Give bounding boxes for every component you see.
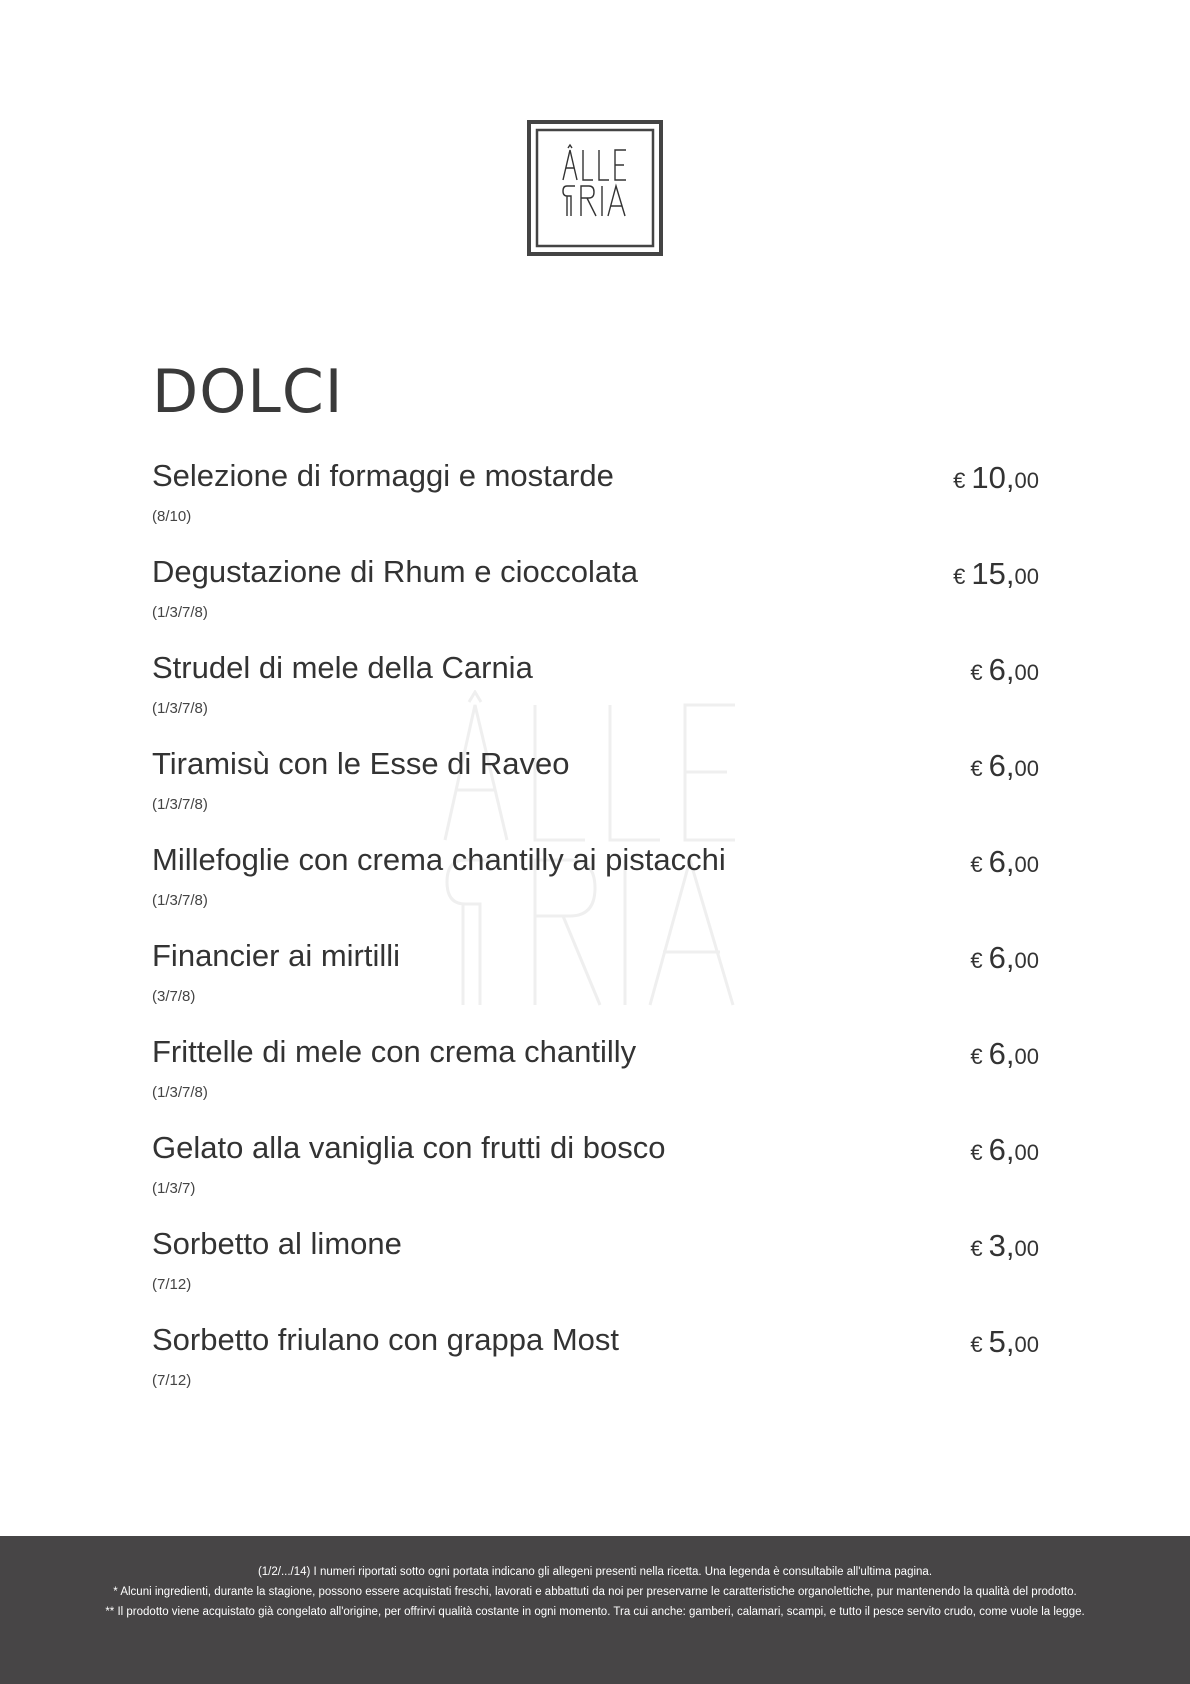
section-title: DOLCI	[152, 357, 344, 427]
item-name: Selezione di formaggi e mostarde	[152, 458, 614, 493]
item-price	[970, 940, 1039, 976]
price-currency: €	[970, 660, 983, 685]
price-decimals: 00	[1014, 660, 1039, 685]
menu-item	[152, 1130, 1039, 1226]
price-decimals: 00	[1014, 948, 1039, 973]
item-allergens: (3/7/8)	[152, 988, 196, 1005]
price-currency: €	[970, 1044, 983, 1069]
item-name: Gelato alla vaniglia con frutti di bosco	[152, 1130, 666, 1165]
price-decimals: 00	[1014, 1044, 1039, 1069]
item-name: Millefoglie con crema chantilly ai pistacchi	[152, 842, 726, 877]
menu-item	[152, 1322, 1039, 1418]
menu-item	[152, 1034, 1039, 1130]
menu-item	[152, 650, 1039, 746]
price-integer: 15,	[971, 556, 1015, 591]
item-allergens: (8/10)	[152, 508, 192, 525]
item-allergens: (1/3/7/8)	[152, 700, 208, 717]
price-currency: €	[953, 564, 966, 589]
price-integer: 5,	[988, 1324, 1015, 1359]
item-name: Sorbetto al limone	[152, 1226, 402, 1261]
price-decimals: 00	[1014, 564, 1039, 589]
allegria-logo	[527, 120, 663, 256]
menu-item	[152, 458, 1039, 554]
footer-note-allergens: (1/2/.../14) I numeri riportati sotto ogni portata indicano gli allegeni presenti nella ricetta. Una legenda è consultabile all'ultima pagina.	[257, 1566, 933, 1578]
price-integer: 6,	[988, 748, 1015, 783]
price-decimals: 00	[1014, 468, 1039, 493]
price-currency: €	[970, 1332, 983, 1357]
price-currency: €	[970, 1236, 983, 1261]
price-integer: 10,	[971, 460, 1015, 495]
footer-note-frozen: ** Il prodotto viene acquistato già congelato all'origine, per offrirvi qualità costante in ogni momento. Tra cui anche: gamberi, calamari, scampi, e tutto il pesce servito crudo, come vuole la legge.	[105, 1606, 1085, 1618]
footer-note-fresh: * Alcuni ingredienti, durante la stagione, possono essere acquistati freschi, lavorati e abbattuti da noi per preservarne le caratteristiche organolettiche, pur mantenendo la qualità del prodotto.	[113, 1586, 1077, 1598]
price-integer: 6,	[988, 940, 1015, 975]
price-integer: 6,	[988, 1036, 1015, 1071]
item-name: Tiramisù con le Esse di Raveo	[152, 746, 570, 781]
price-integer: 3,	[988, 1228, 1015, 1263]
item-price	[953, 460, 1039, 496]
price-decimals: 00	[1014, 1236, 1039, 1261]
item-price	[970, 844, 1039, 880]
price-currency: €	[970, 852, 983, 877]
item-allergens: (7/12)	[152, 1276, 192, 1293]
item-price	[970, 652, 1039, 688]
item-price	[970, 1036, 1039, 1072]
item-allergens: (1/3/7)	[152, 1180, 196, 1197]
menu-list	[152, 458, 1039, 1418]
item-price	[970, 1228, 1039, 1264]
item-name: Strudel di mele della Carnia	[152, 650, 533, 685]
price-integer: 6,	[988, 844, 1015, 879]
item-allergens: (7/12)	[152, 1372, 192, 1389]
item-price	[953, 556, 1039, 592]
item-name: Sorbetto friulano con grappa Most	[152, 1322, 619, 1357]
price-integer: 6,	[988, 652, 1015, 687]
price-currency: €	[970, 1140, 983, 1165]
price-integer: 6,	[988, 1132, 1015, 1167]
item-name: Degustazione di Rhum e cioccolata	[152, 554, 638, 589]
price-decimals: 00	[1014, 756, 1039, 781]
price-currency: €	[953, 468, 966, 493]
price-decimals: 00	[1014, 852, 1039, 877]
menu-item	[152, 842, 1039, 938]
item-name: Financier ai mirtilli	[152, 938, 401, 973]
item-price	[970, 1132, 1039, 1168]
item-price	[970, 748, 1039, 784]
item-allergens: (1/3/7/8)	[152, 604, 208, 621]
price-decimals: 00	[1014, 1140, 1039, 1165]
footer-notes	[0, 1536, 1190, 1684]
price-currency: €	[970, 948, 983, 973]
item-allergens: (1/3/7/8)	[152, 796, 208, 813]
menu-item	[152, 746, 1039, 842]
menu-item	[152, 554, 1039, 650]
price-decimals: 00	[1014, 1332, 1039, 1357]
menu-item	[152, 1226, 1039, 1322]
item-allergens: (1/3/7/8)	[152, 1084, 208, 1101]
item-price	[970, 1324, 1039, 1360]
price-currency: €	[970, 756, 983, 781]
item-allergens: (1/3/7/8)	[152, 892, 208, 909]
item-name: Frittelle di mele con crema chantilly	[152, 1034, 637, 1069]
menu-item	[152, 938, 1039, 1034]
